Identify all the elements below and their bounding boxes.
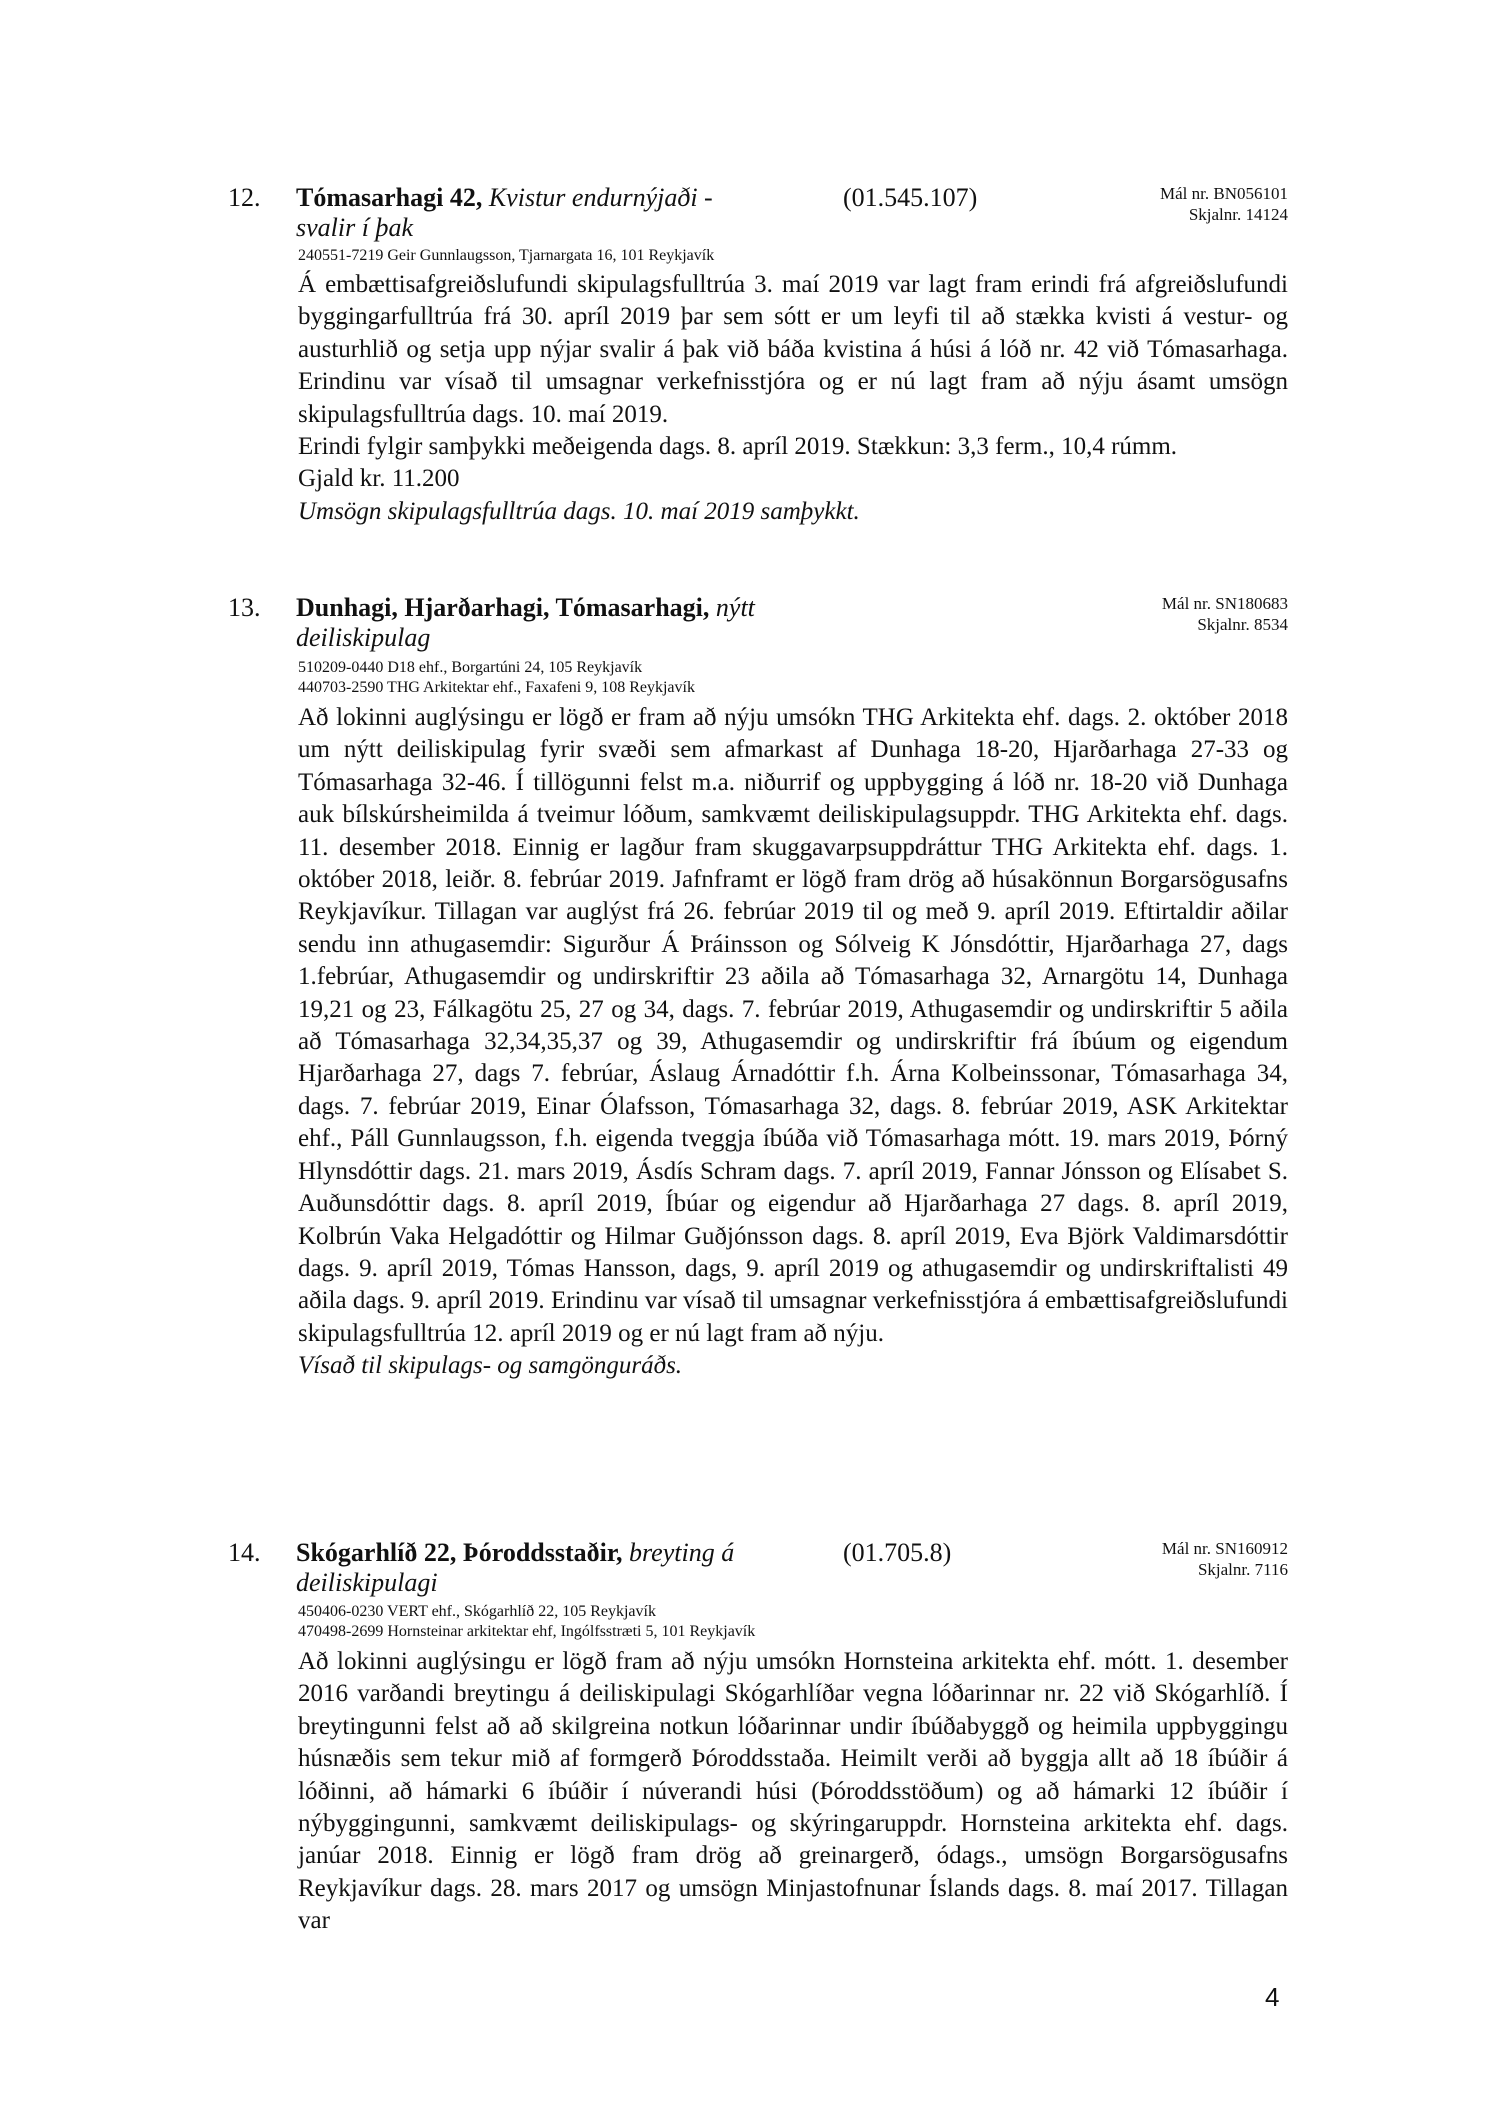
land-registry-code: (01.705.8) [843,1538,952,1567]
item-number: 14. [228,1538,261,1567]
applicant-list [298,1602,1288,1642]
case-number: Mál nr. BN056101 [1160,184,1288,203]
case-reference [1162,593,1288,635]
applicant-line: 440703-2590 THG Arkitektar ehf., Faxafeni 9, 108 Reykjavík [298,679,695,696]
case-reference [1162,1538,1288,1580]
item-title [296,183,766,243]
item-number: 13. [228,593,261,622]
page-number: 4 [1265,1982,1280,2012]
archive-number: Skjalnr. 14124 [1188,205,1288,224]
item-decision: Umsögn skipulagsfulltrúa dags. 10. maí 2019 samþykkt. [298,497,860,525]
archive-number: Skjalnr. 7116 [1197,1560,1288,1579]
body-paragraph: Gjald kr. 11.200 [298,465,460,493]
applicant-line: 510209-0440 D18 ehf., Borgartúni 24, 105 Reykjavík [298,659,643,676]
applicant-line: 240551-7219 Geir Gunnlaugsson, Tjarnargata 16, 101 Reykjavík [298,247,715,264]
applicant-line: 470498-2699 Hornsteinar arkitektar ehf, Ingólfsstræti 5, 101 Reykjavík [298,1623,756,1640]
item-body [298,702,1288,1383]
case-number: Mál nr. SN160912 [1161,1539,1288,1558]
item-body [298,1646,1288,1938]
body-paragraph: Erindi fylgir samþykki meðeigenda dags. 8. apríl 2019. Stækkun: 3,3 ferm., 10,4 rúmm. [298,433,1178,461]
item-body [298,269,1288,528]
item-title-subject: nýtt deiliskipulag [296,593,755,652]
item-decision: Vísað til skipulags- og samgönguráðs. [298,1352,683,1380]
case-reference [1160,183,1288,225]
item-title [296,1538,766,1598]
item-title-address: Skógarhlíð 22, Þóroddsstaðir, [296,1538,623,1567]
case-number: Mál nr. SN180683 [1161,594,1288,613]
applicant-list [298,246,1288,266]
item-title-subject: breyting á deiliskipulagi [296,1538,735,1597]
item-title-address: Tómasarhagi 42, [296,183,483,212]
body-paragraph: Að lokinni auglýsingu er lögð er fram að nýju umsókn THG Arkitekta ehf. dags. 2. október 2018 um nýtt deiliskipulag fyrir svæði sem afmarkast af Dunhaga 18-20, Hjarðarhaga 27-33 og Tómasarhaga 32-46. Í tillögunni felst m.a. niðurrif og uppbygging á lóð nr. 18-20 við Dunhaga auk bílskúrsheimilda á tveimur lóðum, samkvæmt deiliskipulagsuppdr. THG Arkitekta ehf. dags. 11. desember 2018. Einnig er lagður fram skuggavarpsuppdráttur THG Arkitekta ehf. dags. 1. október 2018, leiðr. 8. febrúar 2019. Jafnframt er lögð fram drög að húsakönnun Borgarsögusafns Reykjavíkur. Tillagan var auglýst frá 26. febrúar 2019 til og með 9. apríl 2019. Eftirtaldir aðilar sendu inn athugasemdir: Sigurður Á Þráinsson og Sólveig K Jónsdóttir, Hjarðarhaga 27, dags 1.febrúar, Athugasemdir og undirskriftir 23 aðila að Tómasarhaga 32, Arnargötu 14, Dunhaga 19,21 og 23, Fálkagötu 25, 27 og 34, dags. 7. febrúar 2019, Athugasemdir og undirskriftir 5 aðila að Tómasarhaga 32,34,35,37 og 39, Athugasemdir og undirskriftir frá íbúum og eigendum Hjarðarhaga 27, dags 7. febrúar, Áslaug Árnadóttir f.h. Árna Kolbeinssonar, Tómasarhaga 34, dags. 7. febrúar 2019, Einar Ólafsson, Tómasarhaga 32, dags. 8. febrúar 2019, ASK Arkitektar ehf., Páll Gunnlaugsson, f.h. eigenda tveggja íbúða við Tómasarhaga mótt. 19. mars 2019, Þórný Hlynsdóttir dags. 21. mars 2019, Ásdís Schram dags. 7. apríl 2019, Fannar Jónsson og Elísabet S. Auðunsdóttir dags. 8. apríl 2019, Íbúar og eigendur að Hjarðarhaga 27 dags. 8. apríl 2019, Kolbrún Vaka Helgadóttir og Hilmar Guðjónsson dags. 8. apríl 2019, Eva Björk Valdimarsdóttir dags. 9. apríl 2019, Tómas Hansson, dags, 9. apríl 2019 og athugasemdir og undirskriftalisti 49 aðila dags. 9. apríl 2019. Erindinu var vísað til umsagnar verkefnisstjóra á embættisafgreiðslufundi skipulagsfulltrúa 12. apríl 2019 og er nú lagt fram að nýju. [298,704,1288,1347]
item-title-subject: Kvistur endurnýjaði - svalir í þak [296,183,713,242]
body-paragraph: Á embættisafgreiðslufundi skipulagsfulltrúa 3. maí 2019 var lagt fram erindi frá afgreiðslufundi byggingarfulltrúa frá 30. apríl 2019 þar sem sótt er um leyfi til að stækka kvisti á vestur- og austurhlið og setja upp nýjar svalir á þak við báða kvistina á húsi á lóð nr. 42 við Tómasarhaga. Erindinu var vísað til umsagnar verkefnisstjóra og er nú lagt fram að nýju ásamt umsögn skipulagsfulltrúa dags. 10. maí 2019. [298,271,1288,428]
applicant-list [298,658,1288,698]
applicant-line: 450406-0230 VERT ehf., Skógarhlíð 22, 105 Reykjavík [298,1603,656,1620]
archive-number: Skjalnr. 8534 [1197,615,1288,634]
item-title-address: Dunhagi, Hjarðarhagi, Tómasarhagi, [296,593,710,622]
item-title [296,593,766,653]
body-paragraph: Að lokinni auglýsingu er lögð fram að nýju umsókn Hornsteina arkitekta ehf. mótt. 1. desember 2016 varðandi breytingu á deiliskipulagi Skógarhlíðar vegna lóðarinnar nr. 22 við Skógarhlíð. Í breytingunni felst að að skilgreina notkun lóðarinnar undir íbúðabyggð og heimila uppbyggingu húsnæðis sem tekur mið af formgerð Þóroddsstaða. Heimilt verði að byggja allt að 18 íbúðir á lóðinni, að hámarki 6 íbúðir í núverandi húsi (Þóroddsstöðum) og að hámarki 12 íbúðir í nýbyggingunni, samkvæmt deiliskipulags- og skýringaruppdr. Hornsteina arkitekta ehf. dags. janúar 2018. Einnig er lögð fram drög að greinargerð, ódags., umsögn Borgarsögusafns Reykjavíkur dags. 28. mars 2017 og umsögn Minjastofnunar Íslands dags. 8. maí 2017. Tillagan var [298,1648,1288,1935]
land-registry-code: (01.545.107) [843,183,978,212]
item-number: 12. [228,183,261,212]
